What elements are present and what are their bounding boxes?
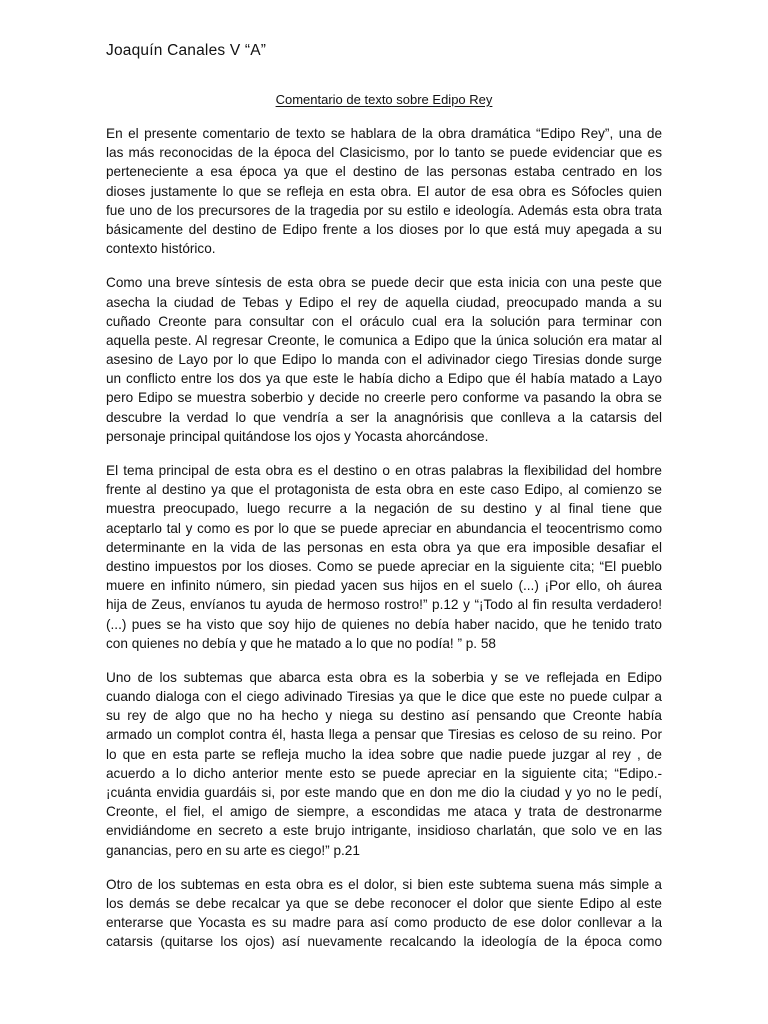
text-line: cuando dialoga con el ciego adivinado Tiresias ya que le dice que este no puede culpar a xyxy=(106,689,662,705)
text-line: hija de Zeus, envíanos tu ayuda de hermoso rostro!” p.12 y “¡Todo al fin resulta verdadero! xyxy=(106,597,662,613)
text-line: (...) pues se ha visto que soy hijo de quienes no debía haber nacido, que he tenido trato xyxy=(106,616,662,632)
text-line: con quienes no debía y que he matado a lo que no podía! ” p. 58 xyxy=(106,635,496,651)
text-line: En el presente comentario de texto se hablara de la obra dramática “Edipo Rey”, una de xyxy=(106,126,662,141)
document-title: Comentario de texto sobre Edipo Rey xyxy=(275,92,493,107)
document-body xyxy=(106,124,662,967)
text-line: descubre la verdad lo que vendría a ser la anagnórisis que conlleva a la catarsis del xyxy=(106,409,662,425)
text-line: Creonte, el fiel, el amigo de siempre, a escondidas me ataca y trata de destronarme xyxy=(106,804,662,820)
text-line: personaje principal quitándose los ojos y Yocasta ahorcándose. xyxy=(106,428,489,444)
text-line: aquella peste. Al regresar Creonte, le comunica a Edipo que la única solución era matar al xyxy=(106,332,662,348)
text-line: básicamente del destino de Edipo frente a los dioses por lo que está muy apegada a su xyxy=(106,221,662,237)
paragraph xyxy=(106,273,662,446)
text-line: cuñado Creonte para consultar con el oráculo cual era la solución para terminar con xyxy=(106,313,662,329)
text-line: destino impuestos por los dioses. Como se puede apreciar en la siguiente cita; “El pueblo xyxy=(106,558,662,574)
text-line: acuerdo a lo dicho anterior mente esto se puede apreciar en la siguiente cita; “Edipo.- xyxy=(106,765,662,781)
text-line: fue uno de los precursores de la tragedia por su estilo e ideología. Además esta obra trata xyxy=(106,202,662,218)
author-line: Joaquín Canales V “A” xyxy=(106,42,267,59)
text-line: dioses justamente lo que se refleja en esta obra. El autor de esa obra es Sófocles quien xyxy=(106,183,662,199)
text-line: envidiándome en secreto a este brujo intrigante, insidioso charlatán, que solo ve en las xyxy=(106,823,662,839)
text-line: Como una breve síntesis de esta obra se puede decir que esta inicia con una peste que xyxy=(106,275,662,291)
paragraph xyxy=(106,461,662,653)
text-line: catarsis (quitarse los ojos) así nuevamente recalcando la ideología de la época como xyxy=(106,934,662,950)
paragraph xyxy=(106,875,662,952)
text-line: muestra preocupado, luego recurre a la negación de su destino y al final tiene que xyxy=(106,501,662,517)
text-line: lo que en esta parte se refleja mucho la idea sobre que nadie puede juzgar al rey , de xyxy=(106,746,662,762)
text-line: El tema principal de esta obra es el destino o en otras palabras la flexibilidad del hombre xyxy=(106,463,662,478)
text-line: ganancias, pero en su arte es ciego!” p.21 xyxy=(106,842,360,858)
text-line: armado un complot contra él, hasta llega a pensar que Tiresias es celoso de su reino. Por xyxy=(106,727,662,743)
text-line: frente al destino ya que el protagonista de esta obra en este caso Edipo, al comienzo se xyxy=(106,482,662,498)
text-line: determinante en la vida de las personas en esta obra ya que era imposible desafiar el xyxy=(106,539,662,555)
text-line: Otro de los subtemas en esta obra es el dolor, si bien este subtema suena más simple a xyxy=(106,876,662,892)
text-line: Uno de los subtemas que abarca esta obra es la soberbia y se ve reflejada en Edipo xyxy=(106,669,662,685)
text-line: las más reconocidas de la época del Clasicismo, por lo tanto se puede evidenciar que es xyxy=(106,145,662,161)
text-line: enterarse que Yocasta es su madre para así como producto de ese dolor conllevar a la xyxy=(106,915,662,931)
text-line: los demás se debe recalcar ya que se debe reconocer el dolor que siente Edipo al este xyxy=(106,895,662,911)
text-line: asecha la ciudad de Tebas y Edipo el rey de aquella ciudad, preocupado manda a su xyxy=(106,294,662,310)
text-line: pero Edipo se muestra soberbio y decide no creerle pero conforme va pasando la obra se xyxy=(106,390,662,406)
text-line: contexto histórico. xyxy=(106,241,216,257)
text-line: muere en infinito número, sin piedad yacen sus hijos en el suelo (...) ¡Por ello, oh áurea xyxy=(106,578,662,594)
text-line: su rey de algo que no ha hecho y niega su destino así pensando que Creonte había xyxy=(106,708,662,724)
text-line: asesino de Layo por lo que Edipo lo manda con el adivinador ciego Tiresias donde surge xyxy=(106,352,662,368)
paragraph xyxy=(106,668,662,860)
text-line: perteneciente a esa época ya que el destino de las personas estaba centrado en los xyxy=(106,164,662,180)
text-line: aceptarlo tal y como es por lo que se puede apreciar en abundancia el teocentrismo como xyxy=(106,520,662,536)
paragraph xyxy=(106,124,662,258)
text-line: ¡cuánta envidia guardáis si, por este mando que en don me dio la ciudad y yo no le pedí, xyxy=(106,785,662,800)
text-line: un conflicto entre los dos ya que este le había dicho a Edipo que él había matado a Layo xyxy=(106,371,662,387)
